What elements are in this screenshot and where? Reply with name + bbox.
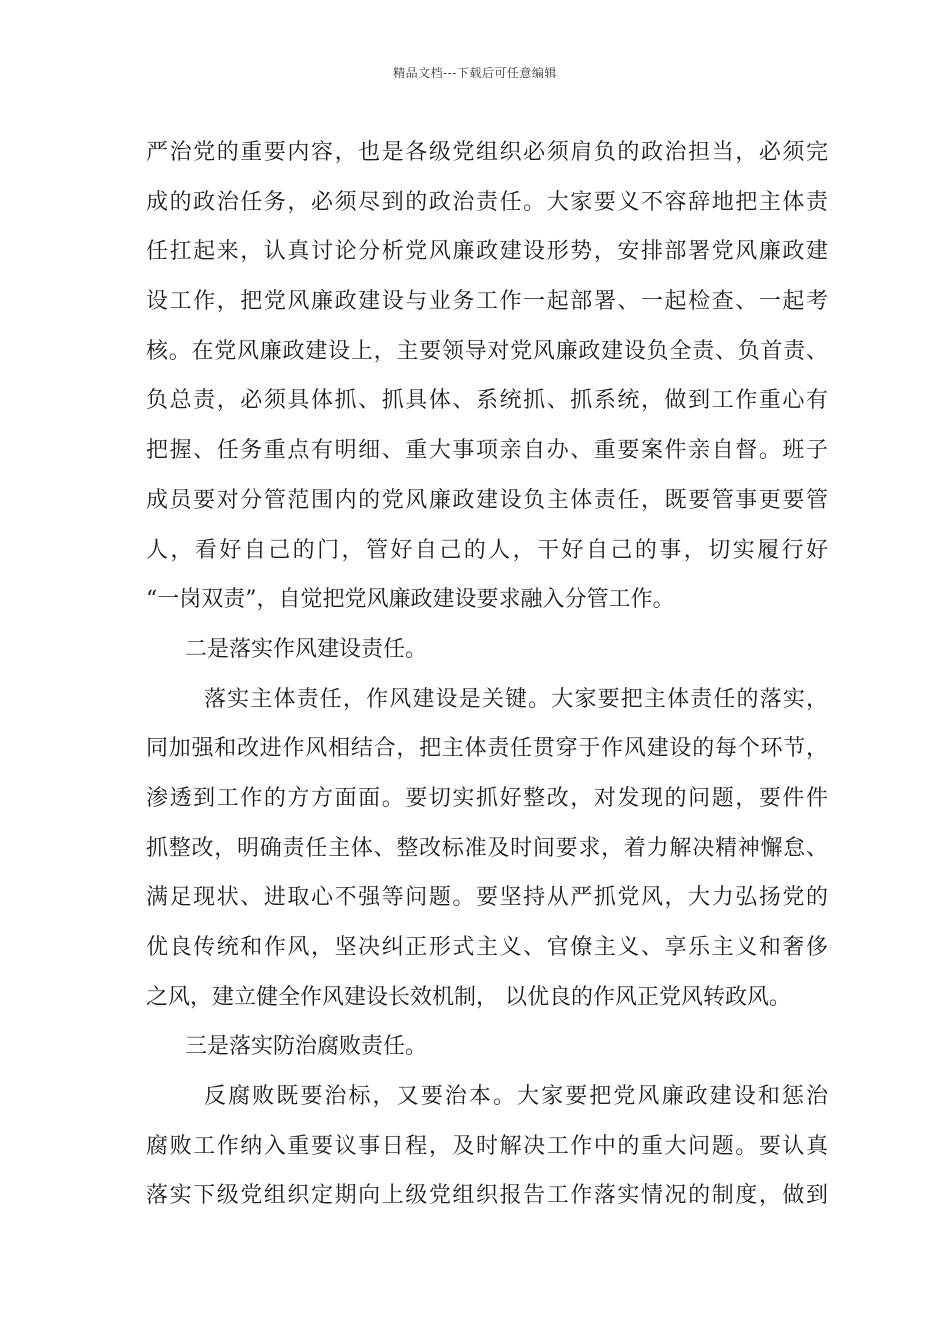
paragraph-line: 抓整改，明确责任主体、整改标准及时间要求，着力解决精神懈怠、 [146,835,828,861]
paragraph-line: 把握、任务重点有明细、重大事项亲自办、重要案件亲自督。班子 [146,438,828,464]
document-body [146,128,828,1221]
paragraph-line: “一岗双责”，自觉把党风廉政建设要求融入分管工作。 [146,587,675,613]
paragraph-line: 任扛起来，认真讨论分析党风廉政建设形势，安排部署党风廉政建 [146,239,828,265]
paragraph-line: 落实主体责任，作风建设是关键。大家要把主体责任的落实， [204,686,828,712]
section-heading: 二是落实作风建设责任。 [185,636,428,662]
paragraph-line: 腐败工作纳入重要议事日程，及时解决工作中的重大问题。要认真 [146,1133,828,1159]
page-header: 精品文档---下载后可任意编辑 [393,66,557,80]
paragraph-line: 负总责，必须具体抓、抓具体、系统抓、抓系统，做到工作重心有 [146,388,828,414]
paragraph-line: 反腐败既要治标，又要治本。大家要把党风廉政建设和惩治 [204,1084,828,1110]
paragraph-line: 渗透到工作的方方面面。要切实抓好整改，对发现的问题，要件件 [146,785,828,811]
paragraph-line: 满足现状、进取心不强等问题。要坚持从严抓党风，大力弘扬党的 [146,885,828,911]
paragraph-line: 严治党的重要内容，也是各级党组织必须肩负的政治担当，必须完 [146,140,828,165]
paragraph-line: 落实下级党组织定期向上级党组织报告工作落实情况的制度，做到 [146,1183,828,1209]
paragraph-line: 同加强和改进作风相结合，把主体责任贯穿于作风建设的每个环节， [146,736,828,762]
paragraph-line: 人，看好自己的门，管好自己的人，干好自己的事，切实履行好 [146,537,828,563]
paragraph-line: 优良传统和作风，坚决纠正形式主义、官僚主义、享乐主义和奢侈 [146,935,828,960]
section-heading: 三是落实防治腐败责任。 [185,1034,428,1060]
paragraph-line: 成员要对分管范围内的党风廉政建设负主体责任，既要管事更要管 [146,487,828,513]
paragraph-line: 设工作，把党风廉政建设与业务工作一起部署、一起检查、一起考 [146,289,828,315]
paragraph-line: 核。在党风廉政建设上，主要领导对党风廉政建设负全责、负首责、 [146,338,828,364]
paragraph-line: 成的政治任务，必须尽到的政治责任。大家要义不容辞地把主体责 [146,189,828,215]
paragraph-line: 之风，建立健全作风建设长效机制， 以优良的作风正党风转政风。 [146,984,791,1010]
